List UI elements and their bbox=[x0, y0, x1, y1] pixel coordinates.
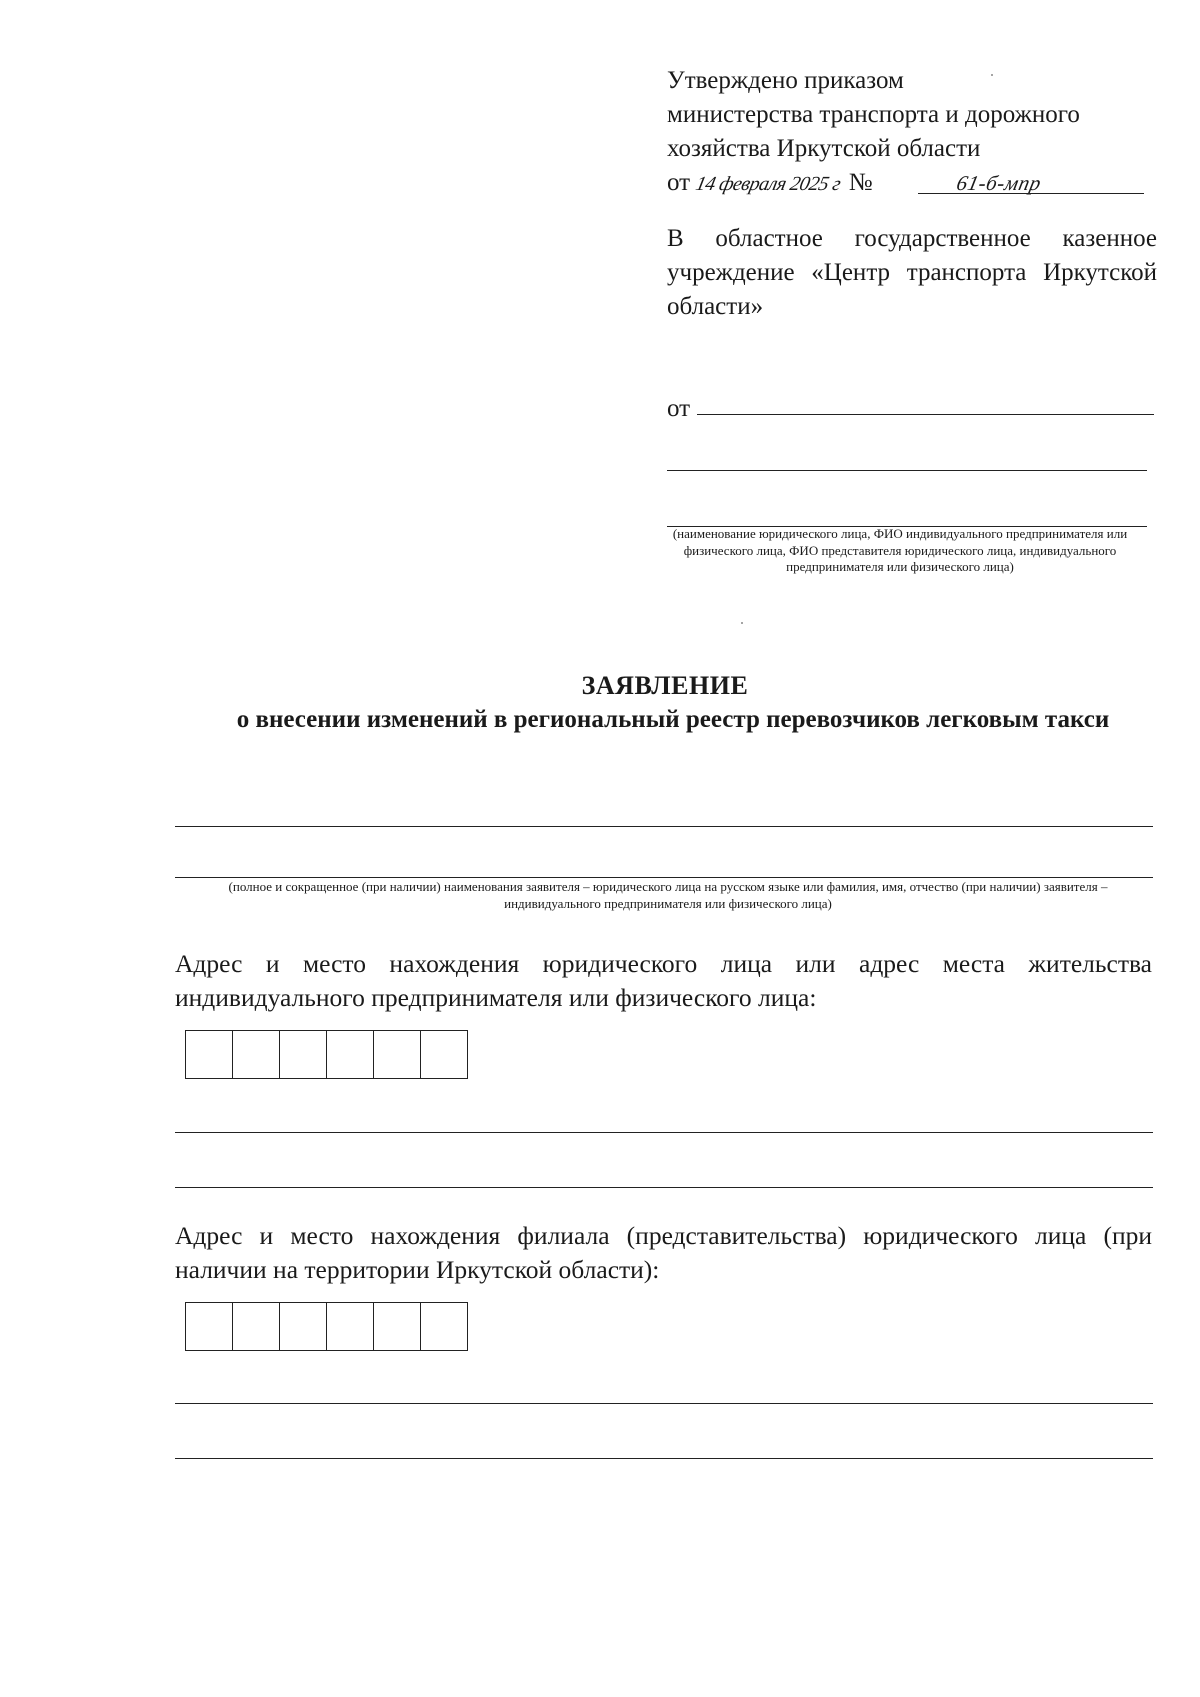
legal-address-line-1[interactable] bbox=[175, 1132, 1153, 1133]
document-title: ЗАЯВЛЕНИЕ bbox=[581, 671, 749, 700]
sender-from-label: от bbox=[667, 395, 691, 422]
postcode-cell[interactable] bbox=[280, 1303, 327, 1350]
branch-address-line-2[interactable] bbox=[175, 1458, 1153, 1459]
postcode-cell[interactable] bbox=[327, 1303, 374, 1350]
approval-date-handwritten: 14 февраля 2025 г bbox=[694, 173, 843, 195]
approval-line-3: хозяйства Иркутской области bbox=[667, 135, 981, 162]
postcode-cell[interactable] bbox=[327, 1031, 374, 1078]
postcode-cell[interactable] bbox=[233, 1303, 280, 1350]
legal-address-line-2[interactable] bbox=[175, 1187, 1153, 1188]
postcode-cell[interactable] bbox=[233, 1031, 280, 1078]
postcode-cell[interactable] bbox=[280, 1031, 327, 1078]
branch-address-label: Адрес и место нахождения филиала (представительства) юридического лица (при наличии на территории Иркутской области): bbox=[175, 1221, 1152, 1284]
sender-line-1[interactable] bbox=[697, 414, 1154, 415]
branch-address-line-1[interactable] bbox=[175, 1403, 1153, 1404]
applicant-line-1[interactable] bbox=[175, 826, 1153, 827]
branch-address-postcode-boxes[interactable] bbox=[185, 1302, 468, 1351]
postcode-cell[interactable] bbox=[186, 1303, 233, 1350]
approval-line-2: министерства транспорта и дорожного bbox=[667, 101, 1080, 128]
approval-line-1: Утверждено приказом bbox=[667, 67, 904, 94]
scan-speck bbox=[741, 622, 743, 624]
postcode-cell[interactable] bbox=[421, 1031, 467, 1078]
postcode-cell[interactable] bbox=[421, 1303, 467, 1350]
postcode-cell[interactable] bbox=[374, 1031, 421, 1078]
approval-number-handwritten: 61-б-мпр bbox=[954, 171, 1044, 195]
document-subtitle: о внесении изменений в региональный реестр перевозчиков легковым такси bbox=[236, 706, 1110, 733]
sender-line-2[interactable] bbox=[667, 470, 1147, 471]
legal-address-label: Адрес и место нахождения юридического лица или адрес места жительства индивидуального предпринимателя или физического лица: bbox=[175, 949, 1152, 1012]
scan-speck bbox=[991, 74, 993, 76]
recipient-block: В областное государственное казенное учреждение «Центр транспорта Иркутской области» bbox=[667, 225, 1157, 320]
sender-caption: (наименование юридического лица, ФИО индивидуального предпринимателя или физического лица, ФИО представителя юридического лица, индивидуального предпринимателя или физического лица) bbox=[672, 526, 1128, 574]
approval-number-underline bbox=[918, 193, 1144, 194]
applicant-caption: (полное и сокращенное (при наличии) наименования заявителя – юридического лица на русском языке или фамилия, имя, отчество (при наличии) заявителя – индивидуального предпринимателя или физического лица) bbox=[228, 879, 1108, 911]
legal-address-postcode-boxes[interactable] bbox=[185, 1030, 468, 1079]
approval-date-row bbox=[667, 166, 1147, 202]
postcode-cell[interactable] bbox=[374, 1303, 421, 1350]
postcode-cell[interactable] bbox=[186, 1031, 233, 1078]
approval-number-label: № bbox=[848, 169, 873, 196]
approval-date-prefix: от bbox=[667, 169, 691, 196]
